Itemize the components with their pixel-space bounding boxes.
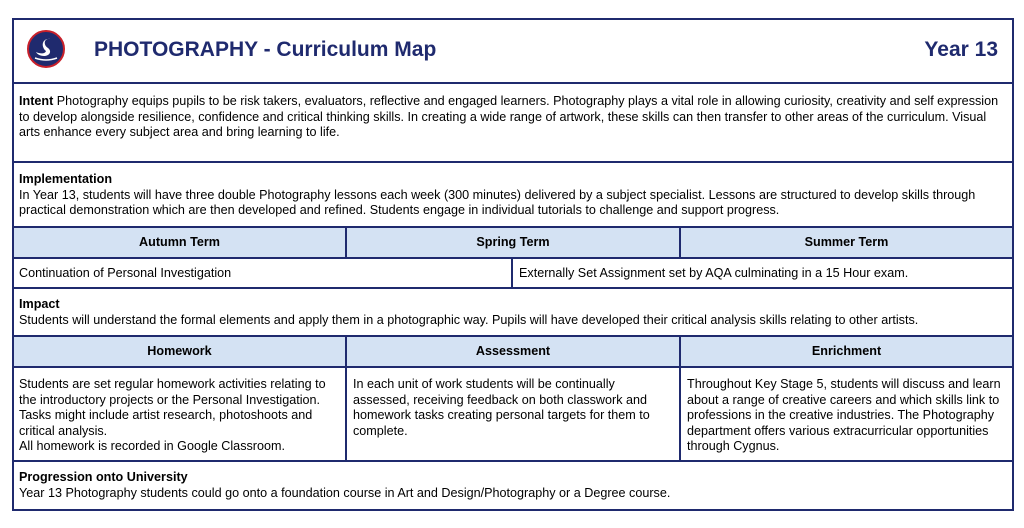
intent-text: Photography equips pupils to be risk takers, evaluators, reflective and engaged learners. Photography plays a vital role in allowing curiosity, creativity and self expression to develop alongside resilience, confidence and critical thinking skills. In creating a wide range of artwork, these skills can then transfer to other areas of the curriculum. Visual arts enhance every subject area and bring learning to life. bbox=[19, 94, 999, 139]
homework-note: All homework is recorded in Google Classroom. bbox=[19, 439, 285, 453]
autumn-spring-content: Continuation of Personal Investigation bbox=[19, 266, 232, 280]
assessment-header: Assessment bbox=[475, 344, 551, 358]
page-title: PHOTOGRAPHY - Curriculum Map bbox=[94, 38, 437, 61]
impact-section bbox=[19, 297, 1006, 328]
summer-content: Externally Set Assignment set by AQA culminating in a 15 Hour exam. bbox=[519, 266, 909, 280]
implementation-text: In Year 13, students will have three double Photography lessons each week (300 minutes) delivered by a subject specialist. Lessons are structured to develop skills through practical demonstration which are then developed and refined. Students engage in individual tutorials to challenge and support progress. bbox=[19, 187, 976, 217]
swan-icon bbox=[26, 29, 66, 69]
year-label: Year 13 bbox=[924, 38, 998, 61]
implementation-label: Implementation bbox=[19, 172, 113, 186]
homework-text: Students are set regular homework activities relating to the introductory projects or the Personal Investigation. Tasks might include artist research, photoshoots and critical analysis. bbox=[19, 377, 326, 438]
impact-text: Students will understand the formal elements and apply them in a photographic way. Pupils will have developed their critical analysis skills relating to other artists. bbox=[19, 312, 919, 327]
assessment-content: In each unit of work students will be continually assessed, receiving feedback on both classwork and homework tasks creating personal targets for them to complete. bbox=[353, 377, 650, 438]
summer-term-header: Summer Term bbox=[804, 235, 889, 249]
enrichment-header: Enrichment bbox=[811, 344, 882, 358]
intent-section bbox=[19, 94, 1006, 141]
divider bbox=[14, 82, 1012, 84]
progression-text: Year 13 Photography students could go onto a foundation course in Art and Design/Photography or a Degree course. bbox=[19, 485, 671, 500]
divider bbox=[14, 257, 1012, 259]
spring-term-header: Spring Term bbox=[476, 235, 550, 249]
progression-section bbox=[19, 470, 1006, 501]
enrichment-content: Throughout Key Stage 5, students will discuss and learn about a range of creative careers and which skills link to professions in the creative industries. The Photography department offers various extracurricular opportunities through Cygnus. bbox=[687, 377, 1001, 453]
divider bbox=[14, 366, 1012, 368]
curriculum-map bbox=[12, 18, 1014, 511]
autumn-term-header: Autumn Term bbox=[139, 235, 220, 249]
progression-label: Progression onto University bbox=[19, 470, 188, 484]
intent-label: Intent bbox=[19, 94, 54, 108]
homework-header: Homework bbox=[147, 344, 212, 358]
divider bbox=[14, 161, 1012, 163]
implementation-section bbox=[19, 172, 1006, 219]
impact-label: Impact bbox=[19, 297, 60, 311]
divider bbox=[14, 460, 1012, 462]
homework-content bbox=[19, 377, 337, 455]
divider bbox=[14, 287, 1012, 289]
